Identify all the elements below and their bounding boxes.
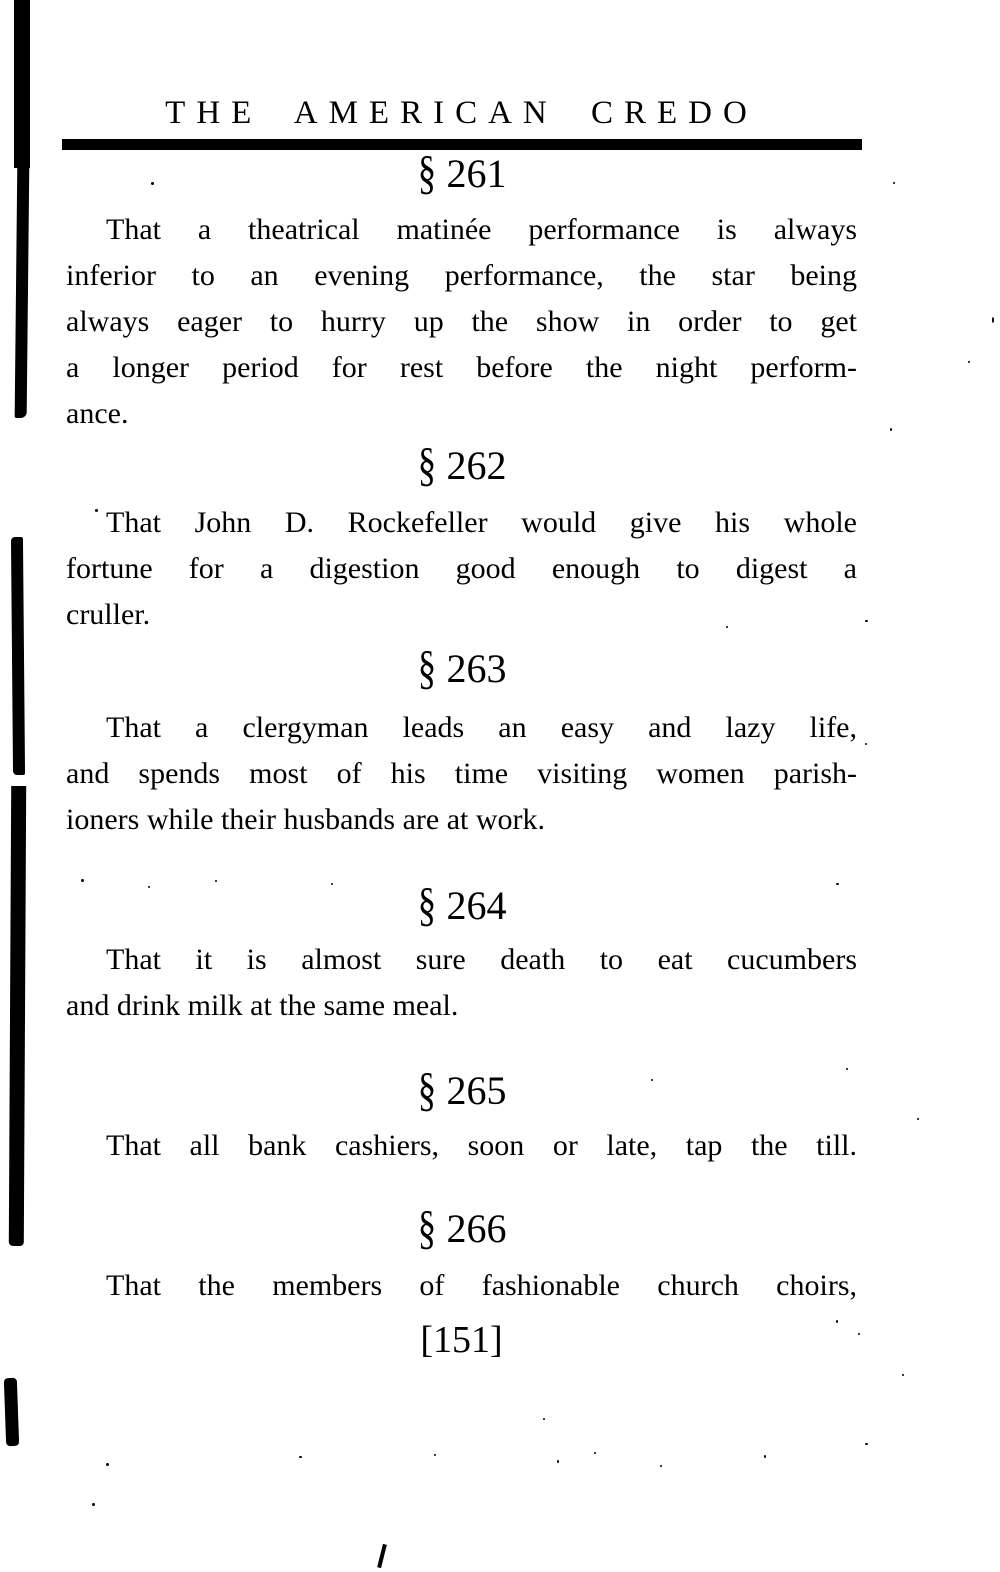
scan-gutter-bar (11, 537, 25, 775)
scan-speck (836, 883, 839, 885)
scan-gutter-bar (9, 786, 26, 1246)
text-line: cruller. (66, 598, 151, 631)
paragraph-262 (66, 500, 857, 638)
scan-gutter-blob (4, 1378, 19, 1446)
scan-gutter-bar (14, 0, 30, 168)
scan-speck (148, 886, 150, 888)
scan-speck (95, 509, 98, 512)
section-heading-265 (66, 1063, 857, 1117)
section-mark-icon: § (417, 146, 436, 200)
scan-speck (893, 182, 895, 184)
section-heading-264 (66, 878, 857, 932)
scan-speck (92, 1503, 95, 1506)
section-number: 264 (446, 883, 507, 928)
text-line: ioners while their husbands are at work. (66, 803, 546, 836)
paragraph-266 (66, 1263, 857, 1309)
scan-speck (890, 428, 892, 431)
paragraph-264 (66, 937, 857, 1029)
scan-speck (543, 1418, 545, 1420)
section-heading-263 (66, 641, 857, 695)
text-line: and drink milk at the same meal. (66, 989, 459, 1022)
section-heading-262 (66, 438, 857, 492)
scan-speck (299, 1456, 302, 1458)
paragraph-261 (66, 207, 857, 437)
text-line: That the members of fashionable church choirs, (106, 1269, 857, 1302)
scan-speck (726, 626, 728, 628)
scan-speck (917, 1118, 919, 1120)
scan-speck (594, 1452, 596, 1454)
section-number: 265 (446, 1068, 507, 1113)
section-heading-261 (66, 146, 857, 200)
text-line: inferior to an evening performance, the star being (66, 259, 857, 292)
scan-speck (968, 361, 970, 363)
scan-stray-slash (377, 1544, 387, 1568)
text-line: a longer period for rest before the night perform- (66, 351, 857, 384)
text-line: always eager to hurry up the show in order to get (66, 305, 857, 338)
section-number: 266 (446, 1206, 507, 1251)
section-mark-icon: § (417, 1201, 436, 1255)
scan-speck (846, 1068, 848, 1070)
scan-gutter-bar (15, 160, 30, 418)
section-mark-icon: § (417, 878, 436, 932)
scan-speck (858, 1333, 860, 1335)
text-line: ance. (66, 397, 129, 430)
scan-speck (902, 1374, 904, 1376)
section-number: 261 (446, 151, 507, 196)
text-line: That all bank cashiers, soon or late, tap the till. (106, 1129, 857, 1162)
section-heading-266 (66, 1201, 857, 1255)
scan-speck (151, 182, 154, 185)
text-line: fortune for a digestion good enough to digest a (66, 552, 857, 585)
header-rule (62, 139, 862, 150)
section-number: 263 (446, 646, 507, 691)
scan-speck (331, 883, 333, 885)
running-head-title: THE AMERICAN CREDO (165, 95, 758, 131)
scan-speck (215, 880, 217, 882)
scan-speck (865, 620, 868, 622)
text-line: and spends most of his time visiting women parish- (66, 757, 857, 790)
section-number: 262 (446, 443, 507, 488)
text-line: That John D. Rockefeller would give his whole (106, 506, 857, 539)
scan-speck (557, 1460, 559, 1463)
text-line: That a clergyman leads an easy and lazy life, (106, 711, 857, 744)
scan-speck (651, 1079, 653, 1081)
text-line: That it is almost sure death to eat cucumbers (106, 943, 857, 976)
section-mark-icon: § (417, 641, 436, 695)
scan-speck (81, 879, 84, 882)
scan-speck (865, 1443, 868, 1445)
paragraph-265 (66, 1123, 857, 1169)
scan-speck (106, 1463, 109, 1466)
scan-speck (660, 1465, 662, 1467)
scan-speck (865, 743, 867, 745)
scan-speck (836, 1320, 838, 1323)
section-mark-icon: § (417, 438, 436, 492)
text-line: That a theatrical matinée performance is always (106, 213, 857, 246)
page-number: [151] (420, 1319, 503, 1361)
scan-speck (434, 1454, 436, 1456)
section-mark-icon: § (417, 1063, 436, 1117)
scan-speck (992, 317, 994, 323)
paragraph-263 (66, 705, 857, 843)
scan-speck (764, 1455, 766, 1458)
